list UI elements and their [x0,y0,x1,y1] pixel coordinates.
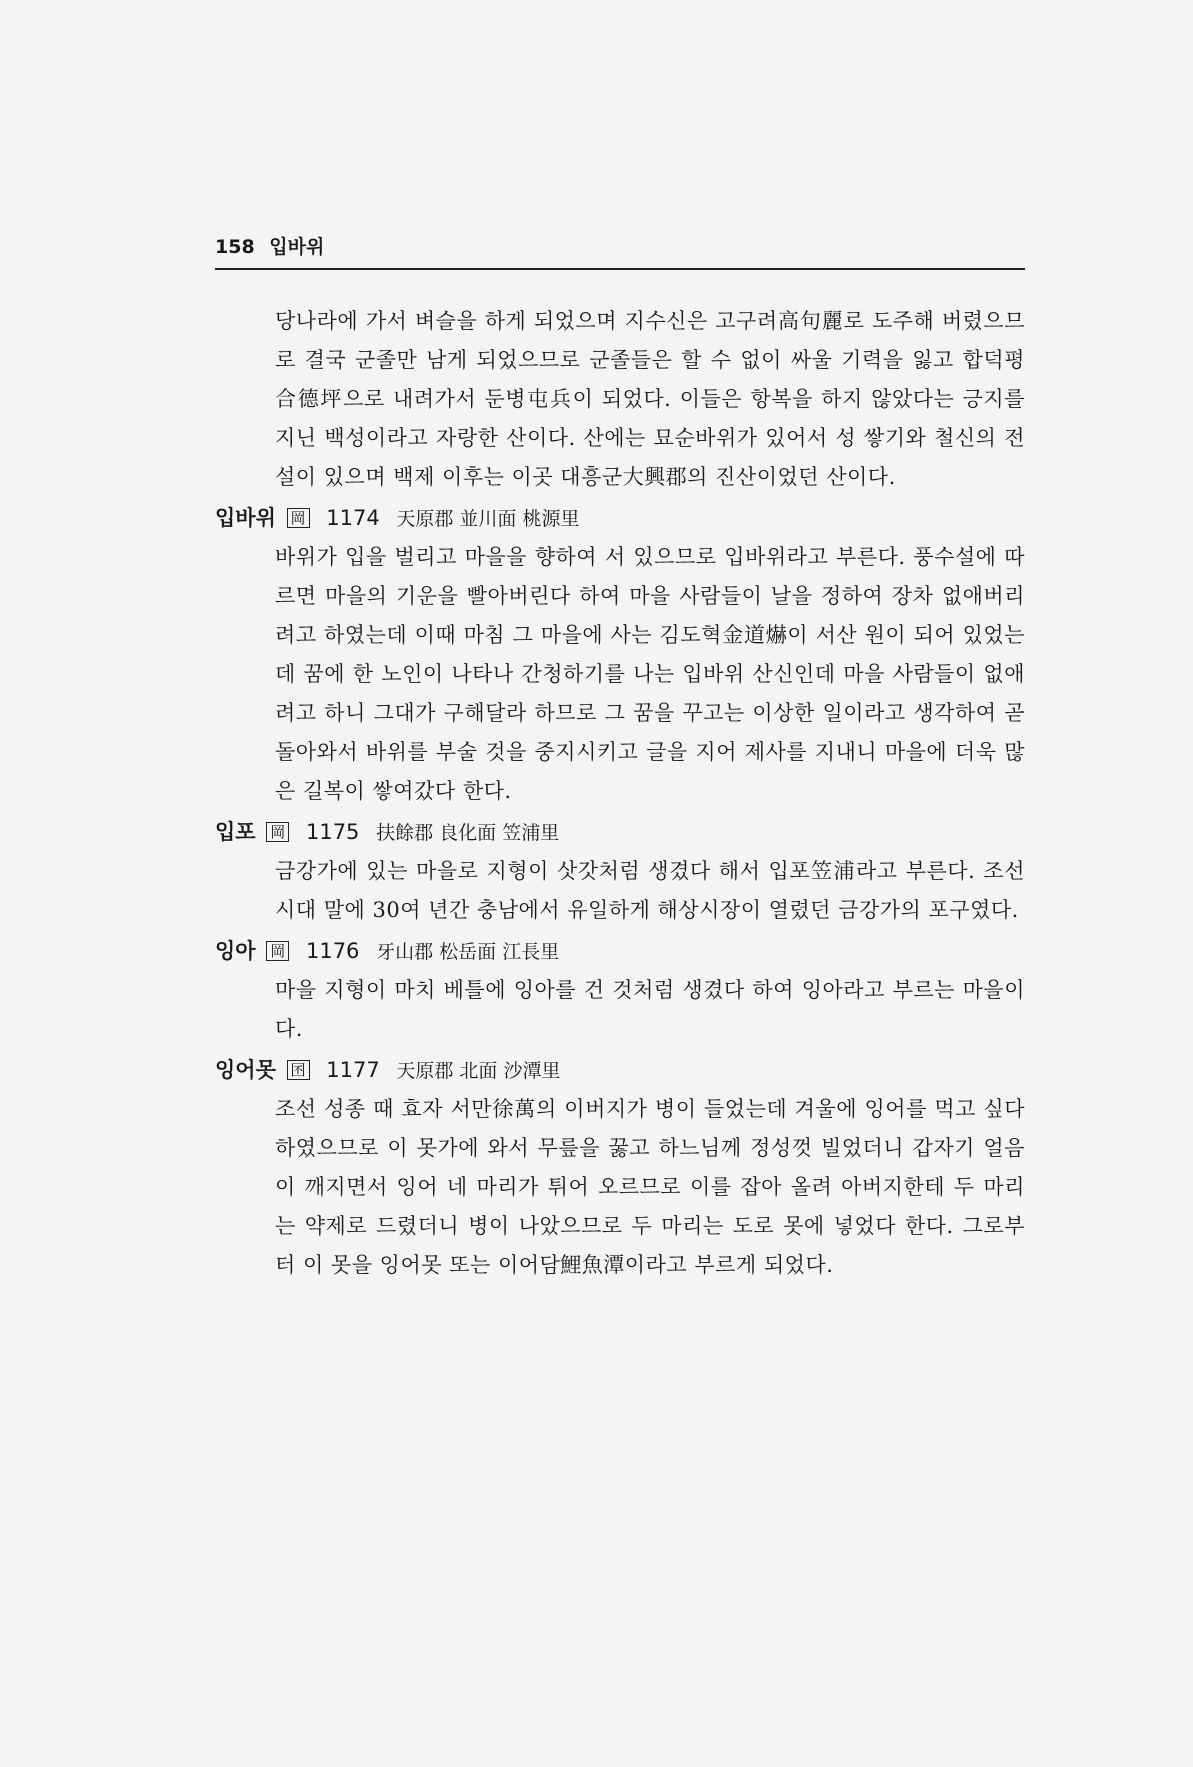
entry-1177 [215,1051,1025,1285]
continued-paragraph: 당나라에 가서 벼슬을 하게 되었으며 지수신은 고구려高句麗로 도주해 버렸으므로 결국 군졸만 남게 되었으므로 군졸들은 할 수 없이 싸울 기력을 잃고 합덕평合德坪으로 내려가서 둔병屯兵이 되었다. 이들은 항복을 하지 않았다는 긍지를 지닌 백성이라고 자랑한 산이다. 산에는 묘순바위가 있어서 성 쌓기와 철신의 전설이 있으며 백제 이후는 이곳 대흥군大興郡의 진산이었던 산이다. [275,309,1025,489]
entry-1175 [215,813,1025,930]
entry-heading [215,499,1025,538]
entry-location: 天原郡 北面 沙潭里 [396,1060,561,1082]
entry-location: 扶餘郡 良化面 笠浦里 [376,822,560,844]
page-body [215,302,1025,1285]
entry-text: 바위가 입을 벌리고 마을을 향하여 서 있으므로 입바위라고 부른다. 풍수설에 따르면 마을의 기운을 빨아버린다 하여 마을 사람들이 날을 정하여 장차 없애버리려고 하였는데 이때 마침 그 마을에 사는 김도혁金道爀이 서산 원이 되어 있었는데 꿈에 한 노인이 나타나 간청하기를 나는 입바위 산신인데 마을 사람들이 없애려고 하니 그대가 구해달라 하므로 그 꿈을 꾸고는 이상한 일이라고 생각하여 곧 돌아와서 바위를 부술 것을 중지시키고 글을 지어 제사를 지내니 마을에 더욱 많은 길복이 쌓여갔다 한다. [275,545,1025,803]
running-header [215,232,1025,270]
category-badge: 岡 [266,822,289,842]
entry-number: 1174 [326,506,380,530]
entry-number: 1177 [326,1058,380,1082]
entry-number: 1176 [305,939,360,963]
entry-text: 금강가에 있는 마을로 지형이 삿갓처럼 생겼다 해서 입포笠浦라고 부른다. 조선시대 말에 30여 년간 충남에서 유일하게 해상시장이 열렸던 금강가의 포구였다. [275,859,1025,922]
category-badge: 岡 [266,941,289,961]
entry-heading [215,813,1025,852]
entry-1174 [215,499,1025,811]
entry-heading [215,932,1025,971]
entry-text: 마을 지형이 마치 베틀에 잉아를 건 것처럼 생겼다 하여 잉아라고 부르는 마을이다. [275,978,1025,1041]
entry-term: 잉어못 [215,1058,276,1082]
entry-heading [215,1051,1025,1090]
page-number: 158 [215,236,255,258]
entry-text: 조선 성종 때 효자 서만徐萬의 이버지가 병이 들었는데 겨울에 잉어를 먹고 싶다 하였으므로 이 못가에 와서 무릎을 꿇고 하느님께 정성껏 빌었더니 갑자기 얼음이 깨지면서 잉어 네 마리가 튀어 오르므로 이를 잡아 올려 아버지한테 두 마리는 약제로 드렸더니 병이 나았으므로 두 마리는 도로 못에 넣었다 한다. 그로부터 이 못을 잉어못 또는 이어담鯉魚潭이라고 부르게 되었다. [275,1097,1025,1277]
entry-location: 天原郡 並川面 桃源里 [396,508,580,530]
entry-term: 잉아 [215,939,256,963]
entry-1176 [215,932,1025,1049]
entry-number: 1175 [305,820,360,844]
category-badge: 岡 [287,508,310,528]
entry-term: 입바위 [215,506,276,530]
entry-location: 牙山郡 松岳面 江長里 [376,941,560,963]
entry-term: 입포 [215,820,256,844]
category-badge: 囨 [287,1060,310,1080]
section-title: 입바위 [269,236,325,258]
